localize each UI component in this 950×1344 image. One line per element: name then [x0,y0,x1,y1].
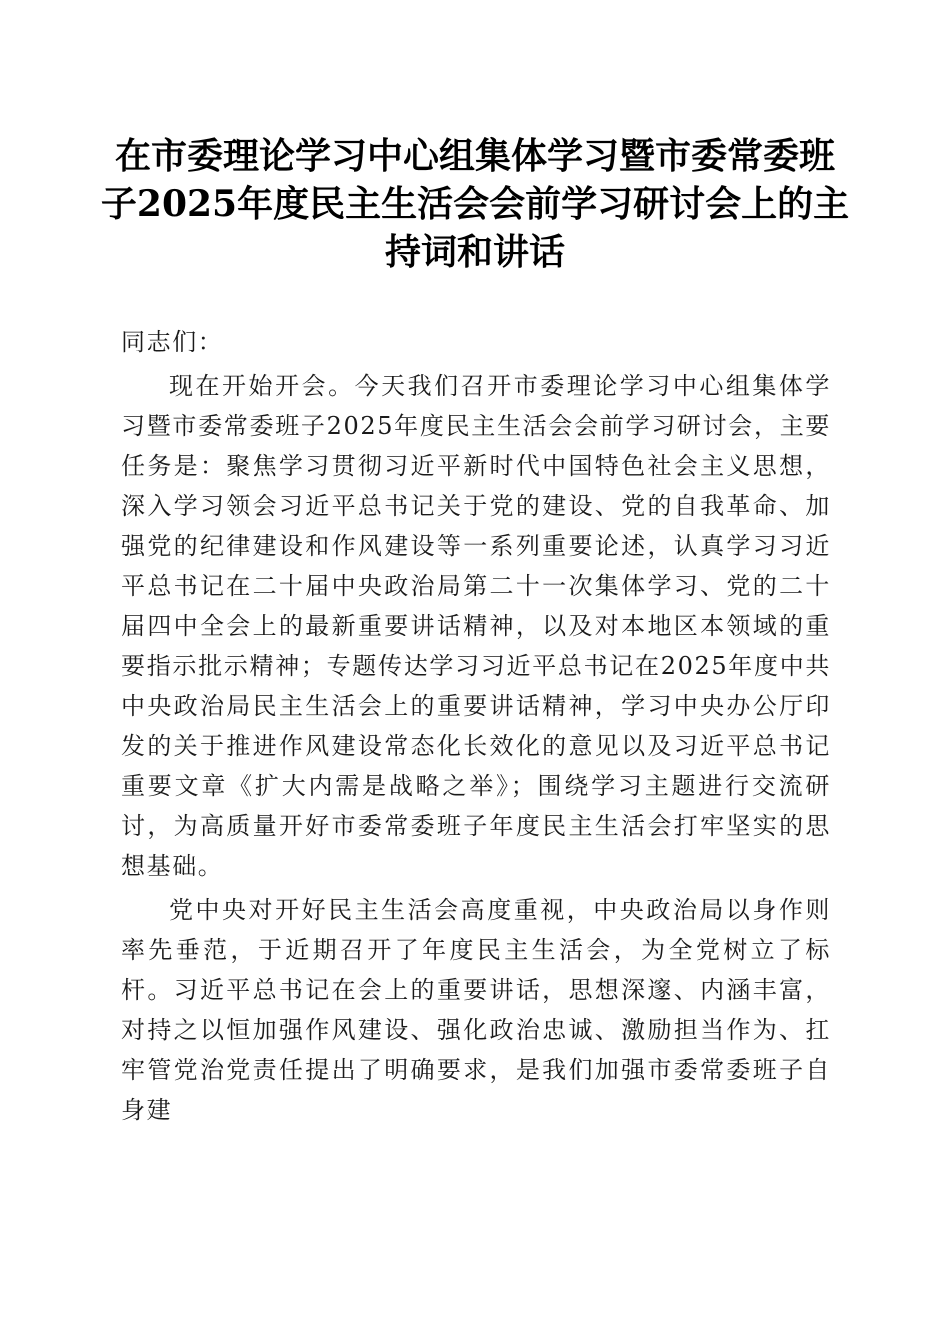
document-title: 在市委理论学习中心组集体学习暨市委常委班子2025年度民主生活会会前学习研讨会上的主持词和讲话 [100,135,850,273]
document-body [121,322,831,1134]
paragraph-central-committee: 党中央对开好民主生活会高度重视，中央政治局以身作则率先垂范，于近期召开了年度民主生活会，为全党树立了标杆。习近平总书记在会上的重要讲话，思想深邃、内涵丰富，对持之以恒加强作风建设、强化政治忠诚、激励担当作为、扛牢管党治党责任提出了明确要求，是我们加强市委常委班子自身建 [121,896,831,1124]
paragraph-opening: 现在开始开会。今天我们召开市委理论学习中心组集体学习暨市委常委班子2025年度民主生活会会前学习研讨会，主要任务是：聚焦学习贯彻习近平新时代中国特色社会主义思想，深入学习领会习近平总书记关于党的建设、党的自我革命、加强党的纪律建设和作风建设等一系列重要论述，认真学习习近平总书记在二十届中央政治局第二十一次集体学习、党的二十届四中全会上的最新重要讲话精神，以及对本地区本领域的重要指示批示精神；专题传达学习习近平总书记在2025年度中共中央政治局民主生活会上的重要讲话精神，学习中央办公厅印发的关于推进作风建设常态化长效化的意见以及习近平总书记重要文章《扩大内需是战略之举》；围绕学习主题进行交流研讨，为高质量开好市委常委班子年度民主生活会打牢坚实的思想基础。 [121,372,831,880]
salutation: 同志们： [121,328,224,356]
